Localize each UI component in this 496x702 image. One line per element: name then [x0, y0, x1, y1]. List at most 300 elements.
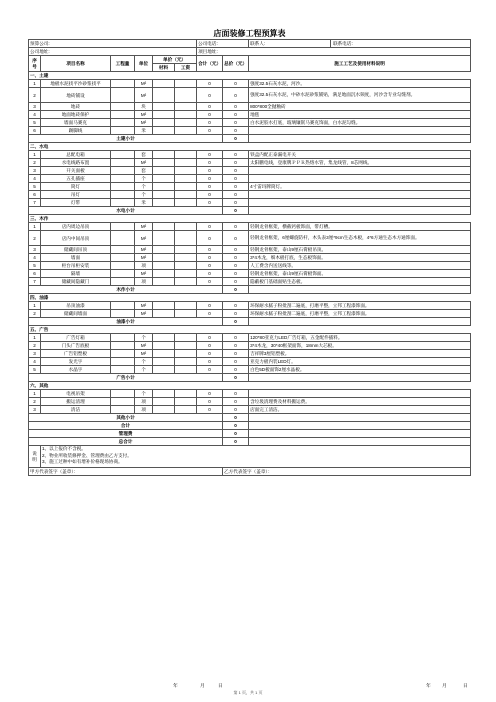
row-qty [111, 175, 135, 183]
row-name: 筒灯 [41, 183, 111, 191]
row-total-price: 0 [223, 159, 249, 167]
row-total: 0 [197, 334, 223, 342]
row-desc: 3*4木龙，30*40框架面饰，18mm大芯板。 [249, 342, 471, 350]
row-material-price [153, 398, 175, 406]
company-phone-field[interactable]: 公司电话: [197, 40, 249, 48]
header-qty: 工程量 [111, 56, 135, 72]
party-a-signature[interactable]: 甲方代表签字（盖章）： [29, 468, 223, 476]
row-name: 广告灯箱 [41, 334, 111, 342]
signature-row [29, 468, 471, 476]
row-qty [111, 342, 135, 350]
row-material-price [153, 191, 175, 199]
row-no: 3 [29, 103, 41, 111]
row-no: 1 [29, 390, 41, 398]
note-line: 2、物业所收装修押金、管理费由乙方支付。 [42, 452, 132, 458]
row-name: 墙面 [41, 254, 111, 262]
row-desc: 白水泥胶水打底，玻璃镶嵌马赛克饰面，白水泥勾缝。 [249, 119, 471, 127]
party-b-day: 日 [463, 684, 468, 689]
row-total: 0 [197, 127, 223, 135]
table-row [29, 223, 471, 231]
party-b-signature[interactable]: 乙方代表签字（盖章）： [223, 468, 471, 476]
row-no: 4 [29, 358, 41, 366]
row-unit: 个 [135, 183, 153, 191]
section-row [29, 382, 471, 390]
row-total: 0 [197, 278, 223, 286]
header-total-price: 总价（元） [223, 56, 249, 72]
section-row [29, 294, 471, 302]
row-material-price [153, 254, 175, 262]
row-total: 0 [197, 302, 223, 310]
row-no: 1 [29, 223, 41, 231]
subtotal-value: 0 [223, 414, 249, 422]
row-material-price [153, 223, 175, 231]
table-row [29, 310, 471, 318]
subtotal-label: 土建小计 [29, 135, 223, 143]
subtotal-label: 其他小计 [29, 414, 223, 422]
table-row [29, 342, 471, 350]
row-total: 0 [197, 366, 223, 374]
subtotal-value: 0 [223, 374, 249, 382]
budget-table [28, 39, 471, 476]
row-qty [111, 231, 135, 246]
header-unit-price: 单价（元） [153, 56, 197, 64]
row-no: 3 [29, 167, 41, 175]
row-total-price: 0 [223, 262, 249, 270]
row-material-price [153, 159, 175, 167]
subtotal-row [29, 414, 471, 422]
summary-row [29, 422, 471, 430]
row-qty [111, 119, 135, 127]
subtotal-value: 0 [223, 318, 249, 326]
row-total: 0 [197, 358, 223, 366]
table-row [29, 199, 471, 207]
row-unit: M² [135, 159, 153, 167]
row-qty [111, 390, 135, 398]
page-title: 店面装修工程预算表 [213, 29, 286, 38]
section-title: 四、油漆 [29, 294, 471, 302]
row-material-price [153, 175, 175, 183]
contact-phone-field[interactable]: 联系电话: [333, 41, 353, 46]
row-labor-price [175, 246, 197, 254]
row-total: 0 [197, 231, 223, 246]
budget-sheet [28, 28, 471, 476]
subtotal-value: 0 [223, 286, 249, 294]
row-unit: 米 [135, 127, 153, 135]
row-material-price [153, 103, 175, 111]
row-desc: 轻钢龙骨框架，泰山9厘石膏板吊顶。 [249, 246, 471, 254]
row-total-price: 0 [223, 88, 249, 103]
row-total: 0 [197, 159, 223, 167]
row-desc: 强度32.5石灰水泥，河沙。 [249, 80, 471, 88]
row-total-price: 0 [223, 223, 249, 231]
row-name: 水晶字 [41, 366, 111, 374]
row-no: 2 [29, 342, 41, 350]
row-desc: 强度32.5石灰水泥，中砂水泥砂浆铺贴，满足地面沉水频度，河沙含专业勾缝剂。 [249, 88, 471, 103]
header-unit: 单位 [135, 56, 153, 72]
row-no: 6 [29, 270, 41, 278]
contact-field[interactable]: 联系人: [249, 40, 331, 47]
table-row [29, 119, 471, 127]
info-row-1 [29, 40, 471, 48]
row-labor-price [175, 366, 197, 374]
table-row [29, 167, 471, 175]
row-desc: 轻钢龙骨框架，6厘螺旋防杆，木头表3厘*9cm生态木板，4*6方通生态木方通饰面。 [249, 231, 471, 246]
row-unit: 块 [135, 103, 153, 111]
row-material-price [153, 246, 175, 254]
row-labor-price [175, 350, 197, 358]
party-a-year: 年 [173, 684, 178, 689]
subtotal-value: 0 [223, 135, 249, 143]
row-desc: 隐蔽板门基础面贴生态板。 [249, 278, 471, 286]
summary-value: 0 [223, 430, 249, 438]
row-no: 4 [29, 175, 41, 183]
row-name: 吊顶油漆 [41, 302, 111, 310]
row-no: 5 [29, 366, 41, 374]
subtotal-row [29, 286, 471, 294]
row-desc: 店面完工清洁。 [249, 406, 471, 414]
row-name: 地砖铺设 [41, 88, 111, 103]
row-no: 4 [29, 111, 41, 119]
row-qty [111, 358, 135, 366]
subtotal-blank [249, 318, 471, 326]
row-total: 0 [197, 406, 223, 414]
row-total: 0 [197, 262, 223, 270]
row-total: 0 [197, 254, 223, 262]
row-name: 柜台吊柜安装 [41, 262, 111, 270]
row-total: 0 [197, 246, 223, 254]
table-row [29, 350, 471, 358]
row-total: 0 [197, 119, 223, 127]
subtotal-row [29, 207, 471, 215]
row-unit: 个 [135, 175, 153, 183]
row-desc: 800*800全抛釉砖 [249, 103, 471, 111]
subtotal-blank [249, 414, 471, 422]
row-name: 储藏间墙面 [41, 310, 111, 318]
table-row [29, 127, 471, 135]
row-total-price: 0 [223, 342, 249, 350]
row-desc: 亚克力板内装LED灯。 [249, 358, 471, 366]
row-labor-price [175, 254, 197, 262]
row-qty [111, 80, 135, 88]
row-unit: M² [135, 223, 153, 231]
row-unit: M² [135, 119, 153, 127]
row-total-price: 0 [223, 167, 249, 175]
row-labor-price [175, 159, 197, 167]
row-desc: 3*4木龙，细木板打底，生态板饰面。 [249, 254, 471, 262]
row-qty [111, 262, 135, 270]
row-labor-price [175, 223, 197, 231]
row-unit: 个 [135, 366, 153, 374]
company-address-field[interactable]: 公司地址: [29, 48, 197, 56]
row-desc: 白色5D板面饰2厘水晶板。 [249, 366, 471, 374]
row-qty [111, 310, 135, 318]
row-unit: 个 [135, 358, 153, 366]
row-total-price: 0 [223, 231, 249, 246]
table-row [29, 103, 471, 111]
row-material-price [153, 302, 175, 310]
row-total-price: 0 [223, 175, 249, 183]
row-total-price: 0 [223, 406, 249, 414]
notes-content [41, 446, 471, 468]
row-name: 搬运清理 [41, 398, 111, 406]
row-total-price: 0 [223, 103, 249, 111]
row-desc: 铁盒内配正泰漏电开关 [249, 151, 471, 159]
row-no: 5 [29, 183, 41, 191]
row-desc [249, 199, 471, 207]
row-labor-price [175, 175, 197, 183]
row-desc [249, 390, 471, 398]
row-unit: 套 [135, 151, 153, 159]
party-b-year: 年 [426, 684, 431, 689]
summary-label: 管理费 [29, 430, 223, 438]
row-labor-price [175, 119, 197, 127]
row-no: 2 [29, 310, 41, 318]
row-material-price [153, 366, 175, 374]
row-no: 1 [29, 302, 41, 310]
note-line: 1、以上报价不含税。 [42, 446, 86, 451]
table-row [29, 246, 471, 254]
row-name: 储藏间隐藏门 [41, 278, 111, 286]
row-labor-price [175, 302, 197, 310]
row-total: 0 [197, 398, 223, 406]
row-labor-price [175, 398, 197, 406]
section-row [29, 326, 471, 334]
row-total: 0 [197, 103, 223, 111]
row-total-price: 0 [223, 310, 249, 318]
row-no: 1 [29, 151, 41, 159]
row-no: 7 [29, 278, 41, 286]
row-name: 广告铝塑板 [41, 350, 111, 358]
row-labor-price [175, 342, 197, 350]
row-qty [111, 334, 135, 342]
row-qty [111, 278, 135, 286]
table-row [29, 398, 471, 406]
row-no: 7 [29, 199, 41, 207]
row-total: 0 [197, 350, 223, 358]
row-labor-price [175, 103, 197, 111]
row-total-price: 0 [223, 278, 249, 286]
row-labor-price [175, 199, 197, 207]
row-labor-price [175, 310, 197, 318]
row-unit: 套 [135, 167, 153, 175]
table-row [29, 191, 471, 199]
row-unit: M² [135, 88, 153, 103]
header-name: 项目名称 [41, 56, 111, 72]
subtotal-label: 油漆小计 [29, 318, 223, 326]
row-total-price: 0 [223, 119, 249, 127]
summary-blank [249, 438, 471, 446]
row-desc: 人工费含内送送线等。 [249, 262, 471, 270]
row-labor-price [175, 270, 197, 278]
row-no: 3 [29, 406, 41, 414]
row-material-price [153, 183, 175, 191]
row-total-price: 0 [223, 366, 249, 374]
row-qty [111, 167, 135, 175]
row-material-price [153, 127, 175, 135]
section-title: 六、其他 [29, 382, 471, 390]
page-number: 第 1 页，共 1 页 [233, 690, 263, 695]
table-row [29, 270, 471, 278]
row-labor-price [175, 111, 197, 119]
row-unit: M² [135, 342, 153, 350]
row-unit: 项 [135, 278, 153, 286]
subtotal-value: 0 [223, 207, 249, 215]
row-no: 2 [29, 398, 41, 406]
row-unit: M² [135, 310, 153, 318]
row-material-price [153, 270, 175, 278]
budget-company-field[interactable]: 预算公司: [29, 40, 197, 48]
row-total-price: 0 [223, 390, 249, 398]
row-name: 储藏间吊顶 [41, 246, 111, 254]
row-unit: M² [135, 302, 153, 310]
row-qty [111, 398, 135, 406]
table-row [29, 406, 471, 414]
row-name: 地砖 [41, 103, 111, 111]
project-address-field[interactable]: 项目地址: [197, 48, 471, 56]
row-material-price [153, 231, 175, 246]
row-no: 5 [29, 119, 41, 127]
row-qty [111, 151, 135, 159]
row-name: 地板水泥找平沙砂浆找平 [41, 80, 111, 88]
row-total-price: 0 [223, 398, 249, 406]
row-total: 0 [197, 80, 223, 88]
table-row [29, 151, 471, 159]
row-desc [249, 191, 471, 199]
row-material-price [153, 334, 175, 342]
row-desc: 4寸雷玛牌筒灯。 [249, 183, 471, 191]
row-qty [111, 88, 135, 103]
section-row [29, 143, 471, 151]
row-labor-price [175, 358, 197, 366]
row-desc: 太阳鹏电线，登康牌ＰＰＲ热熔水管，集龙线管，8芯网线。 [249, 159, 471, 167]
row-labor-price [175, 334, 197, 342]
section-row [29, 215, 471, 223]
row-total-price: 0 [223, 334, 249, 342]
row-desc: 环保耐水腻子粉批刮二遍底，打磨平整，立邦工程漆饰面。 [249, 310, 471, 318]
table-row [29, 262, 471, 270]
row-qty [111, 302, 135, 310]
subtotal-blank [249, 135, 471, 143]
summary-label: 总合计 [29, 438, 223, 446]
row-desc [249, 167, 471, 175]
table-row [29, 175, 471, 183]
row-name: 隔墙 [41, 270, 111, 278]
row-qty [111, 270, 135, 278]
row-labor-price [175, 406, 197, 414]
row-labor-price [175, 231, 197, 246]
row-material-price [153, 111, 175, 119]
row-qty [111, 159, 135, 167]
row-name: 地面地砖保护 [41, 111, 111, 119]
row-labor-price [175, 151, 197, 159]
row-unit: M² [135, 270, 153, 278]
header-labor: 工资 [175, 64, 197, 72]
row-material-price [153, 88, 175, 103]
row-material-price [153, 199, 175, 207]
row-total-price: 0 [223, 270, 249, 278]
row-name: 灯带 [41, 199, 111, 207]
notes-row [29, 446, 471, 468]
row-total: 0 [197, 223, 223, 231]
row-unit: 项 [135, 398, 153, 406]
row-desc: 轻钢龙骨框架，横截钙板饰面，带灯槽。 [249, 223, 471, 231]
party-a-day: 日 [218, 684, 223, 689]
row-total-price: 0 [223, 358, 249, 366]
header-no: 序号 [29, 56, 41, 72]
row-qty [111, 350, 135, 358]
row-total-price: 0 [223, 199, 249, 207]
row-no: 3 [29, 246, 41, 254]
row-material-price [153, 262, 175, 270]
row-total: 0 [197, 167, 223, 175]
table-row [29, 334, 471, 342]
row-total: 0 [197, 183, 223, 191]
summary-blank [249, 430, 471, 438]
row-total-price: 0 [223, 80, 249, 88]
summary-value: 0 [223, 422, 249, 430]
row-name: 门头广告底板 [41, 342, 111, 350]
row-material-price [153, 80, 175, 88]
subtotal-blank [249, 374, 471, 382]
row-total-price: 0 [223, 127, 249, 135]
row-desc: 吉祥牌3厘铝塑板。 [249, 350, 471, 358]
row-unit: M² [135, 231, 153, 246]
row-unit: 项 [135, 262, 153, 270]
row-no: 2 [29, 88, 41, 103]
subtotal-row [29, 374, 471, 382]
row-total: 0 [197, 151, 223, 159]
row-total-price: 0 [223, 302, 249, 310]
row-qty [111, 103, 135, 111]
row-name: 开关面板 [41, 167, 111, 175]
row-qty [111, 223, 135, 231]
row-desc [249, 175, 471, 183]
row-qty [111, 111, 135, 119]
table-row [29, 111, 471, 119]
row-labor-price [175, 127, 197, 135]
row-labor-price [175, 88, 197, 103]
table-row [29, 390, 471, 398]
row-labor-price [175, 167, 197, 175]
row-material-price [153, 151, 175, 159]
row-total: 0 [197, 88, 223, 103]
row-total: 0 [197, 390, 223, 398]
row-labor-price [175, 278, 197, 286]
row-material-price [153, 406, 175, 414]
table-row [29, 254, 471, 262]
row-total: 0 [197, 199, 223, 207]
section-title: 五、广告 [29, 326, 471, 334]
row-no: 3 [29, 350, 41, 358]
table-row [29, 278, 471, 286]
row-total: 0 [197, 310, 223, 318]
row-desc [249, 127, 471, 135]
subtotal-row [29, 318, 471, 326]
notes-label: 说明 [29, 446, 41, 468]
row-total-price: 0 [223, 254, 249, 262]
row-labor-price [175, 80, 197, 88]
header-material: 材料 [153, 64, 175, 72]
row-unit: 米 [135, 199, 153, 207]
row-name: 总配电箱 [41, 151, 111, 159]
row-total: 0 [197, 342, 223, 350]
row-total-price: 0 [223, 183, 249, 191]
table-row [29, 231, 471, 246]
row-qty [111, 246, 135, 254]
row-unit: 个 [135, 390, 153, 398]
row-name: 店内周边吊顶 [41, 223, 111, 231]
table-row [29, 358, 471, 366]
